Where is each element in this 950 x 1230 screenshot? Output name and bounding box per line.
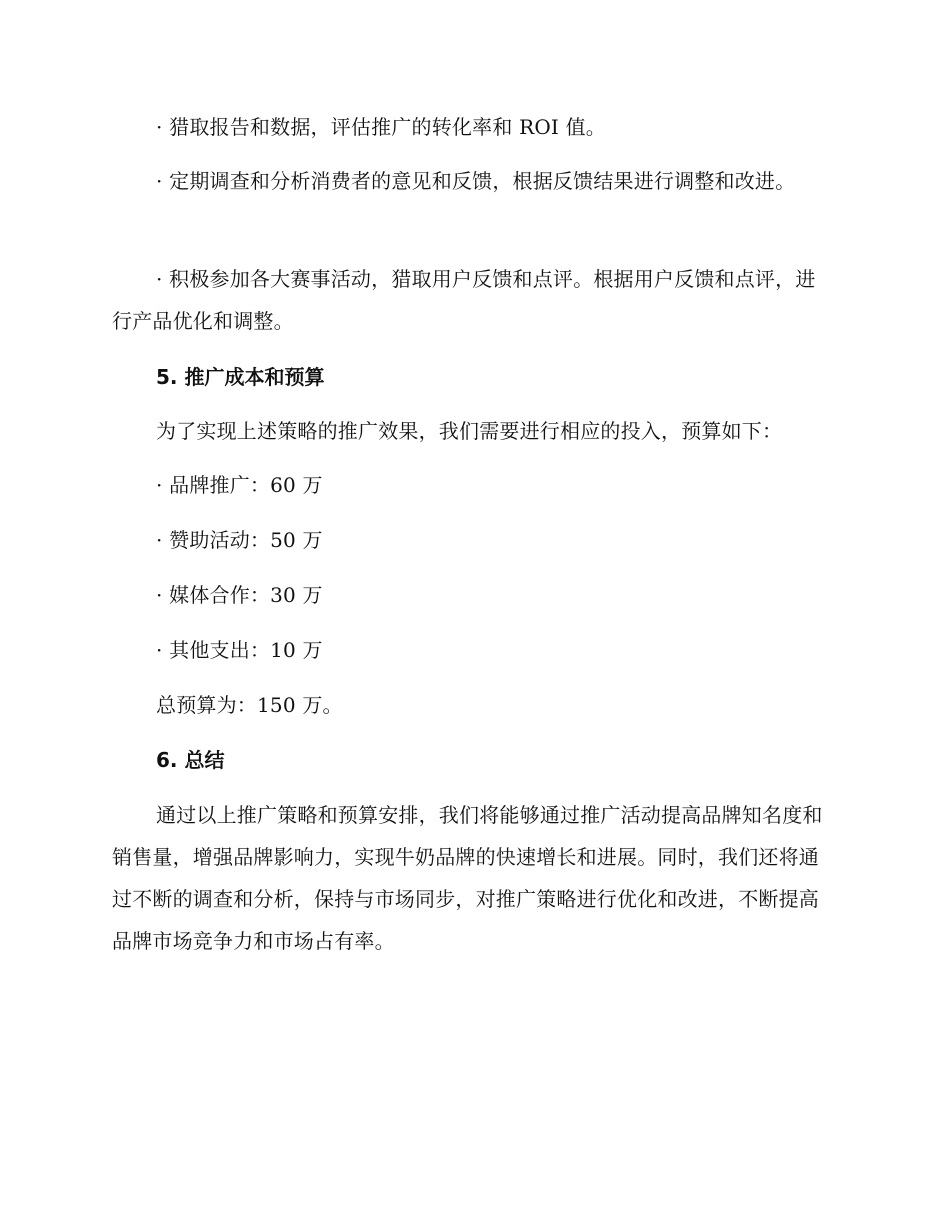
budget-item-brand: · 品牌推广：60 万 [156, 473, 323, 497]
budget-intro: 为了实现上述策略的推广效果，我们需要进行相应的投入，预算如下： [156, 419, 783, 443]
bullet-survey-feedback: · 定期调查和分析消费者的意见和反馈，根据反馈结果进行调整和改进。 [156, 169, 796, 193]
section-5-heading: 5. 推广成本和预算 [156, 365, 325, 389]
bullet-events-feedback: · 积极参加各大赛事活动，猎取用户反馈和点评。根据用户反馈和点评，进行产品优化和调整。 [112, 267, 816, 333]
budget-item-other: · 其他支出：10 万 [156, 638, 323, 662]
budget-total: 总预算为：150 万。 [156, 693, 343, 717]
bullet-report-data: · 猎取报告和数据，评估推广的转化率和 ROI 值。 [156, 115, 606, 139]
section-6-heading: 6. 总结 [156, 748, 225, 772]
budget-item-sponsorship: · 赞助活动：50 万 [156, 528, 323, 552]
budget-item-media: · 媒体合作：30 万 [156, 583, 323, 607]
summary-paragraph: 通过以上推广策略和预算安排，我们将能够通过推广活动提高品牌知名度和销售量，增强品牌影响力，实现牛奶品牌的快速增长和进展。同时，我们还将通过不断的调查和分析，保持与市场同步，对推广策略进行优化和改进，不断提高品牌市场竞争力和市场占有率。 [112, 803, 823, 953]
